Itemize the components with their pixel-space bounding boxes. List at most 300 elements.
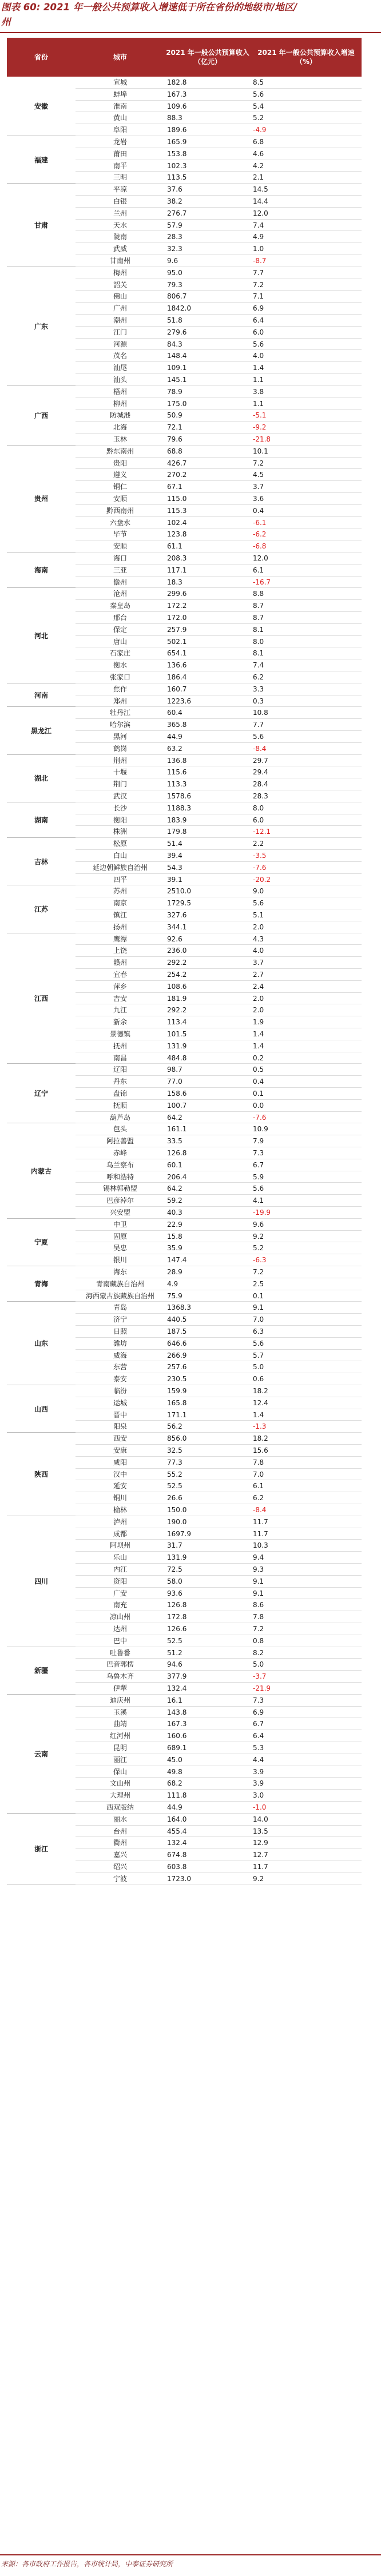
revenue-cell: 172.0 xyxy=(167,614,187,622)
growth-cell: -6.3 xyxy=(253,1256,267,1265)
revenue-cell: 51.8 xyxy=(167,316,182,324)
city-cell: 赣州 xyxy=(113,959,127,967)
table-row xyxy=(76,1778,362,1790)
city-cell: 丽水 xyxy=(113,1815,127,1823)
city-cell: 曲靖 xyxy=(113,1720,127,1728)
city-cell: 潮州 xyxy=(113,316,127,324)
growth-cell: 7.7 xyxy=(253,268,264,277)
revenue-cell: 115.6 xyxy=(167,768,187,777)
revenue-cell: 167.3 xyxy=(167,1720,187,1728)
city-cell: 六盘水 xyxy=(109,518,130,527)
table-row xyxy=(76,1528,362,1540)
revenue-cell: 179.8 xyxy=(167,828,187,836)
city-cell: 安顺 xyxy=(113,495,127,503)
city-cell: 绍兴 xyxy=(113,1863,127,1871)
title-rule xyxy=(0,32,381,33)
table-row xyxy=(76,255,362,267)
growth-cell: 10.3 xyxy=(253,1541,268,1550)
table-row xyxy=(76,1552,362,1564)
growth-cell: 3.6 xyxy=(253,495,264,503)
revenue-cell: 28.9 xyxy=(167,1268,182,1276)
growth-cell: 8.1 xyxy=(253,625,264,634)
table-row xyxy=(76,1492,362,1504)
growth-cell: -8.4 xyxy=(253,1506,267,1514)
growth-cell: 1.9 xyxy=(253,1018,264,1027)
revenue-cell: 126.8 xyxy=(167,1601,187,1609)
growth-cell: 11.7 xyxy=(253,1517,268,1526)
table-row xyxy=(76,1718,362,1730)
table-row xyxy=(76,1504,362,1516)
city-cell: 唐山 xyxy=(113,637,127,646)
revenue-cell: 153.8 xyxy=(167,149,187,158)
growth-cell: 5.6 xyxy=(253,1184,264,1193)
growth-cell: 9.1 xyxy=(253,1577,264,1585)
revenue-cell: 111.8 xyxy=(167,1791,187,1800)
table-row xyxy=(76,1766,362,1778)
revenue-cell: 806.7 xyxy=(167,292,187,301)
city-cell: 咸阳 xyxy=(113,1458,127,1466)
table-row xyxy=(76,398,362,410)
city-cell: 荆州 xyxy=(113,756,127,765)
revenue-cell: 266.9 xyxy=(167,1351,187,1359)
growth-cell: -6.8 xyxy=(253,542,267,551)
city-cell: 白银 xyxy=(113,197,127,205)
table-row xyxy=(76,243,362,255)
revenue-cell: 165.9 xyxy=(167,138,187,146)
table-row xyxy=(76,1326,362,1338)
growth-cell: 0.4 xyxy=(253,506,264,515)
growth-cell: -3.5 xyxy=(253,852,267,860)
growth-cell: 2.0 xyxy=(253,994,264,1003)
table-row xyxy=(76,802,362,814)
growth-cell: 7.4 xyxy=(253,661,264,670)
growth-cell: 12.0 xyxy=(253,209,268,217)
revenue-cell: 165.8 xyxy=(167,1398,187,1407)
growth-cell: 10.9 xyxy=(253,1125,268,1134)
revenue-cell: 109.6 xyxy=(167,102,187,110)
growth-cell: 2.2 xyxy=(253,840,264,848)
city-cell: 保定 xyxy=(113,625,127,634)
growth-cell: 5.9 xyxy=(253,1172,264,1181)
province-cell: 青海 xyxy=(7,1266,76,1302)
revenue-cell: 183.9 xyxy=(167,816,187,824)
table-row xyxy=(76,1457,362,1469)
table-row xyxy=(76,327,362,339)
city-cell: 黔东南州 xyxy=(106,447,134,455)
table-row xyxy=(76,1659,362,1671)
revenue-cell: 88.3 xyxy=(167,114,182,122)
revenue-cell: 93.6 xyxy=(167,1589,182,1597)
table-row xyxy=(76,446,362,458)
city-cell: 景德镇 xyxy=(109,1030,130,1038)
table-row xyxy=(76,1242,362,1254)
growth-cell: 4.4 xyxy=(253,1755,264,1764)
city-cell: 汕尾 xyxy=(113,364,127,372)
city-cell: 晋中 xyxy=(113,1410,127,1419)
table-row xyxy=(76,1088,362,1100)
revenue-cell: 159.9 xyxy=(167,1387,187,1395)
revenue-cell: 51.2 xyxy=(167,1648,182,1657)
growth-cell: 4.0 xyxy=(253,352,264,360)
growth-cell: 3.8 xyxy=(253,387,264,396)
city-cell: 锡林郭勒盟 xyxy=(102,1184,137,1193)
growth-cell: -6.1 xyxy=(253,518,267,527)
table-row xyxy=(76,862,362,874)
growth-cell: -3.7 xyxy=(253,1672,267,1681)
revenue-cell: 230.5 xyxy=(167,1375,187,1384)
city-cell: 资阳 xyxy=(113,1577,127,1585)
table-row xyxy=(76,1683,362,1695)
table-row xyxy=(76,1112,362,1124)
city-cell: 内江 xyxy=(113,1565,127,1573)
table-row xyxy=(76,1730,362,1742)
city-cell: 运城 xyxy=(113,1398,127,1407)
city-cell: 北海 xyxy=(113,423,127,432)
revenue-cell: 1188.3 xyxy=(167,804,191,812)
table-row xyxy=(76,1790,362,1802)
revenue-cell: 206.4 xyxy=(167,1172,187,1181)
province-cell: 海南 xyxy=(7,552,76,588)
growth-cell: 12.0 xyxy=(253,554,268,562)
revenue-cell: 276.7 xyxy=(167,209,187,217)
table-row xyxy=(76,1647,362,1659)
growth-cell: 7.2 xyxy=(253,1268,264,1276)
city-cell: 南平 xyxy=(113,161,127,170)
revenue-cell: 68.8 xyxy=(167,447,182,455)
table-row xyxy=(76,1707,362,1719)
growth-cell: 1.1 xyxy=(253,376,264,384)
table-row xyxy=(76,517,362,529)
growth-cell: 8.8 xyxy=(253,590,264,598)
table-row xyxy=(76,1004,362,1016)
revenue-cell: 94.6 xyxy=(167,1660,182,1669)
growth-cell: 6.7 xyxy=(253,1160,264,1169)
revenue-cell: 132.4 xyxy=(167,1684,187,1692)
city-cell: 安顺 xyxy=(113,542,127,551)
revenue-cell: 72.1 xyxy=(167,423,182,432)
figure-title-line-1: 图表 60: 2021 年一般公共预算收入增速低于所在省份的地级市/地区/ xyxy=(1,2,297,13)
city-cell: 伊犁 xyxy=(113,1684,127,1692)
table-row xyxy=(76,303,362,315)
table-header xyxy=(7,38,362,77)
table-row xyxy=(76,231,362,243)
table-row xyxy=(76,1100,362,1112)
table-row xyxy=(76,1231,362,1243)
city-cell: 玉林 xyxy=(113,435,127,443)
revenue-cell: 50.9 xyxy=(167,411,182,420)
city-cell: 荆门 xyxy=(113,780,127,789)
city-cell: 沧州 xyxy=(113,590,127,598)
table-row xyxy=(76,743,362,755)
revenue-cell: 31.7 xyxy=(167,1541,182,1550)
city-cell: 宁波 xyxy=(113,1874,127,1883)
table-row xyxy=(76,1480,362,1492)
province-cell: 福建 xyxy=(7,136,76,184)
table-row xyxy=(76,434,362,446)
revenue-cell: 856.0 xyxy=(167,1434,187,1443)
revenue-cell: 181.9 xyxy=(167,994,187,1003)
revenue-cell: 98.7 xyxy=(167,1066,182,1074)
table-row xyxy=(76,565,362,577)
table-row xyxy=(76,124,362,136)
growth-cell: 7.4 xyxy=(253,221,264,229)
growth-cell: 6.0 xyxy=(253,328,264,336)
revenue-cell: 161.1 xyxy=(167,1125,187,1134)
figure-title-line-2: 州 xyxy=(1,17,11,27)
table-row xyxy=(76,1278,362,1290)
table-row xyxy=(76,1826,362,1838)
table-row xyxy=(76,1873,362,1885)
city-cell: 青南藏族自治州 xyxy=(96,1279,144,1288)
growth-cell: 6.7 xyxy=(253,1720,264,1728)
city-cell: 潍坊 xyxy=(113,1339,127,1347)
growth-cell: 5.0 xyxy=(253,1363,264,1372)
growth-cell: 7.2 xyxy=(253,459,264,467)
city-cell: 阳泉 xyxy=(113,1422,127,1431)
growth-cell: 5.0 xyxy=(253,1660,264,1669)
growth-cell: 0.5 xyxy=(253,1066,264,1074)
city-cell: 成都 xyxy=(113,1529,127,1538)
growth-cell: 8.0 xyxy=(253,637,264,646)
growth-cell: 1.4 xyxy=(253,1030,264,1038)
city-cell: 哈尔滨 xyxy=(109,721,130,729)
source-note: 来源：各市政府工作报告，各市统计局，中泰证券研究所 xyxy=(1,2560,173,2568)
city-cell: 陇南 xyxy=(113,233,127,241)
table-row xyxy=(76,624,362,636)
growth-cell: 18.2 xyxy=(253,1387,268,1395)
revenue-cell: 292.2 xyxy=(167,1006,187,1015)
growth-cell: 2.5 xyxy=(253,1279,264,1288)
province-cell: 云南 xyxy=(7,1695,76,1814)
province-cell: 甘肃 xyxy=(7,184,76,267)
revenue-cell: 113.3 xyxy=(167,780,187,789)
city-cell: 泸州 xyxy=(113,1517,127,1526)
growth-cell: 7.7 xyxy=(253,721,264,729)
revenue-cell: 101.5 xyxy=(167,1030,187,1038)
growth-cell: 4.2 xyxy=(253,161,264,170)
city-cell: 长沙 xyxy=(113,804,127,812)
table-row xyxy=(76,719,362,731)
table-row xyxy=(76,1671,362,1683)
growth-cell: 8.7 xyxy=(253,602,264,610)
revenue-cell: 4.9 xyxy=(167,1279,178,1288)
growth-cell: 8.1 xyxy=(253,649,264,658)
growth-cell: -5.1 xyxy=(253,411,267,420)
city-cell: 株洲 xyxy=(113,828,127,836)
revenue-cell: 32.5 xyxy=(167,1446,182,1454)
city-cell: 阿坝州 xyxy=(109,1541,130,1550)
table-row xyxy=(76,184,362,196)
revenue-cell: 1723.0 xyxy=(167,1874,191,1883)
city-cell: 梅州 xyxy=(113,268,127,277)
city-cell: 丹东 xyxy=(113,1078,127,1086)
growth-cell: 29.7 xyxy=(253,756,268,765)
growth-cell: 3.3 xyxy=(253,685,264,693)
table-row xyxy=(76,1576,362,1588)
city-cell: 十堰 xyxy=(113,768,127,777)
revenue-cell: 60.1 xyxy=(167,1160,182,1169)
table-row xyxy=(76,1695,362,1707)
table-row xyxy=(76,1123,362,1135)
table-row xyxy=(76,874,362,886)
city-cell: 阿拉善盟 xyxy=(106,1137,134,1146)
city-cell: 丽江 xyxy=(113,1755,127,1764)
growth-cell: 7.3 xyxy=(253,1149,264,1157)
table-row xyxy=(76,1195,362,1207)
city-cell: 延边朝鲜族自治州 xyxy=(92,863,148,872)
growth-cell: -16.7 xyxy=(253,578,271,586)
city-cell: 郑州 xyxy=(113,697,127,705)
growth-cell: -21.8 xyxy=(253,435,271,443)
city-cell: 新余 xyxy=(113,1018,127,1027)
growth-cell: -12.1 xyxy=(253,828,271,836)
table-row xyxy=(76,1623,362,1635)
revenue-cell: 136.6 xyxy=(167,661,187,670)
city-cell: 河源 xyxy=(113,340,127,348)
table-row xyxy=(76,707,362,719)
revenue-cell: 115.0 xyxy=(167,495,187,503)
revenue-cell: 1842.0 xyxy=(167,304,191,313)
growth-cell: 0.1 xyxy=(253,1291,264,1300)
city-cell: 柳州 xyxy=(113,399,127,408)
table-row xyxy=(76,1516,362,1528)
revenue-cell: 160.7 xyxy=(167,685,187,693)
city-cell: 红河州 xyxy=(109,1732,130,1740)
city-cell: 嘉兴 xyxy=(113,1851,127,1859)
table-row xyxy=(76,291,362,303)
table-row xyxy=(76,850,362,862)
revenue-cell: 38.2 xyxy=(167,197,182,205)
growth-cell: 6.0 xyxy=(253,816,264,824)
growth-cell: -21.9 xyxy=(253,1684,271,1692)
city-cell: 毕节 xyxy=(113,530,127,539)
growth-cell: 6.1 xyxy=(253,566,264,574)
table-row xyxy=(76,1266,362,1278)
revenue-cell: 26.6 xyxy=(167,1494,182,1502)
growth-cell: 0.4 xyxy=(253,1078,264,1086)
table-row xyxy=(76,909,362,921)
city-cell: 平凉 xyxy=(113,185,127,194)
city-cell: 武汉 xyxy=(113,792,127,800)
revenue-cell: 1697.9 xyxy=(167,1529,191,1538)
table-row xyxy=(76,945,362,957)
revenue-cell: 95.0 xyxy=(167,268,182,277)
growth-cell: 6.4 xyxy=(253,316,264,324)
growth-cell: 14.5 xyxy=(253,185,268,194)
revenue-cell: 502.1 xyxy=(167,637,187,646)
revenue-cell: 440.5 xyxy=(167,1315,187,1324)
revenue-cell: 79.6 xyxy=(167,435,182,443)
growth-cell: 3.9 xyxy=(253,1779,264,1788)
table-row xyxy=(76,220,362,232)
growth-cell: 8.5 xyxy=(253,78,264,86)
growth-cell: 14.0 xyxy=(253,1815,268,1823)
growth-cell: 1.1 xyxy=(253,399,264,408)
table-row xyxy=(76,528,362,540)
province-cell: 湖北 xyxy=(7,755,76,802)
growth-cell: 0.1 xyxy=(253,1090,264,1098)
table-row xyxy=(76,410,362,422)
growth-cell: 7.3 xyxy=(253,1696,264,1704)
table-row xyxy=(76,339,362,351)
revenue-cell: 377.9 xyxy=(167,1672,187,1681)
table-row xyxy=(76,1611,362,1623)
city-cell: 大理州 xyxy=(109,1791,130,1800)
revenue-cell: 2510.0 xyxy=(167,887,191,896)
revenue-cell: 158.6 xyxy=(167,1090,187,1098)
table-row xyxy=(76,1445,362,1457)
revenue-cell: 78.9 xyxy=(167,387,182,396)
city-cell: 鹤岗 xyxy=(113,744,127,753)
city-cell: 遵义 xyxy=(113,471,127,479)
city-cell: 衡水 xyxy=(113,661,127,670)
growth-cell: 7.8 xyxy=(253,1458,264,1466)
city-cell: 抚州 xyxy=(113,1041,127,1050)
table-row xyxy=(76,755,362,767)
table-row xyxy=(76,540,362,552)
revenue-cell: 1368.3 xyxy=(167,1303,191,1312)
province-cell: 安徽 xyxy=(7,77,76,136)
city-cell: 西安 xyxy=(113,1434,127,1443)
table-row xyxy=(76,778,362,790)
city-cell: 梧州 xyxy=(113,387,127,396)
city-cell: 衡阳 xyxy=(113,816,127,824)
growth-cell: 3.7 xyxy=(253,959,264,967)
table-row xyxy=(76,493,362,505)
table-row xyxy=(76,374,362,386)
city-cell: 江门 xyxy=(113,328,127,336)
city-cell: 汉中 xyxy=(113,1470,127,1478)
city-cell: 张家口 xyxy=(109,673,130,681)
revenue-cell: 92.6 xyxy=(167,935,182,943)
growth-cell: 29.4 xyxy=(253,768,268,777)
city-cell: 固原 xyxy=(113,1232,127,1241)
city-cell: 焦作 xyxy=(113,685,127,693)
table-row xyxy=(76,469,362,481)
revenue-cell: 63.2 xyxy=(167,744,182,753)
revenue-cell: 52.5 xyxy=(167,1482,182,1490)
city-cell: 南充 xyxy=(113,1601,127,1609)
province-cell: 山东 xyxy=(7,1302,76,1385)
city-cell: 松原 xyxy=(113,840,127,848)
table-row xyxy=(76,1016,362,1028)
growth-cell: 0.3 xyxy=(253,697,264,705)
table-row xyxy=(76,279,362,291)
city-cell: 赤峰 xyxy=(113,1149,127,1157)
table-row xyxy=(76,196,362,208)
growth-cell: 5.1 xyxy=(253,911,264,919)
growth-cell: 4.5 xyxy=(253,471,264,479)
table-row xyxy=(76,600,362,612)
growth-cell: 3.7 xyxy=(253,483,264,491)
revenue-cell: 182.8 xyxy=(167,78,187,86)
table-row xyxy=(76,1159,362,1171)
revenue-cell: 455.4 xyxy=(167,1827,187,1835)
revenue-cell: 37.6 xyxy=(167,185,182,194)
revenue-cell: 16.1 xyxy=(167,1696,182,1704)
city-cell: 铜仁 xyxy=(113,483,127,491)
revenue-cell: 365.8 xyxy=(167,721,187,729)
growth-cell: 8.6 xyxy=(253,1601,264,1609)
growth-cell: 3.9 xyxy=(253,1767,264,1776)
city-cell: 兴安盟 xyxy=(109,1209,130,1217)
growth-cell: 9.6 xyxy=(253,1220,264,1229)
revenue-cell: 270.2 xyxy=(167,471,187,479)
table-row xyxy=(76,315,362,327)
city-cell: 邢台 xyxy=(113,614,127,622)
revenue-cell: 64.2 xyxy=(167,1113,182,1122)
city-cell: 银川 xyxy=(113,1256,127,1265)
